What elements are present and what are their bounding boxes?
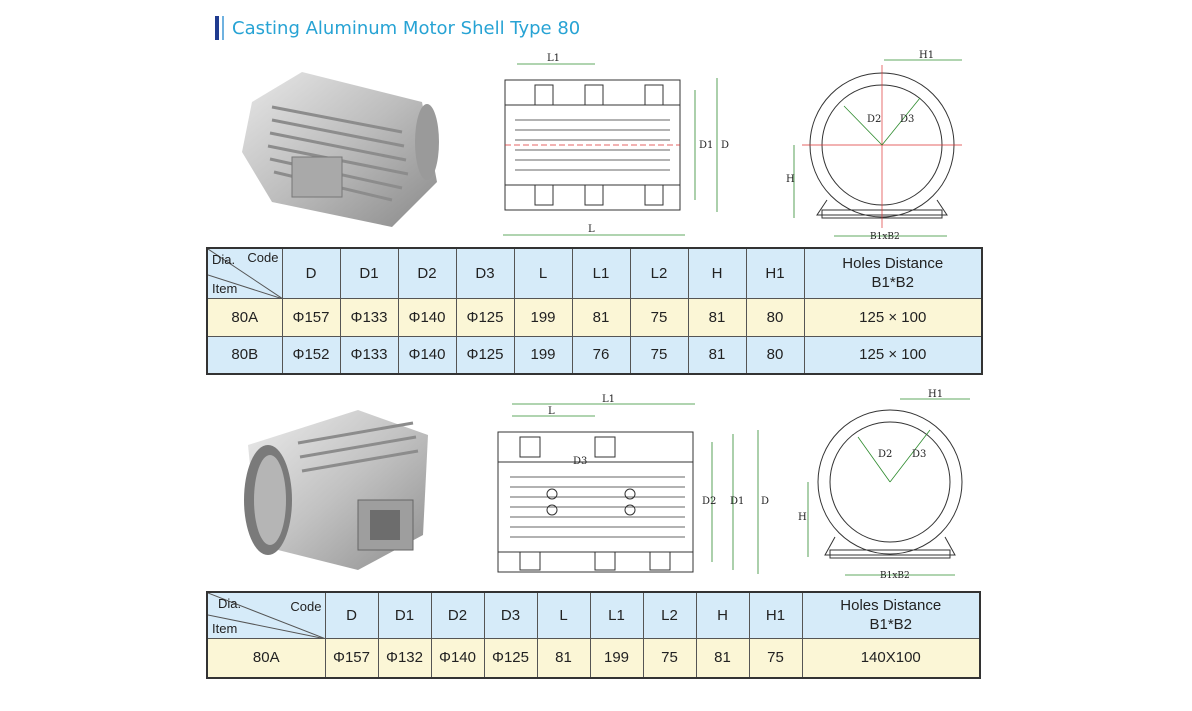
cell-h1: 80: [746, 336, 804, 374]
corner-code: Code: [247, 250, 279, 265]
cell-d1: Φ133: [340, 336, 398, 374]
row-item: 80B: [207, 336, 282, 374]
header-l2: L2: [630, 248, 688, 298]
header-h: H: [696, 592, 749, 638]
cell-d3: Φ125: [484, 638, 537, 678]
side-view-drawing-2: [490, 392, 780, 582]
dim-label-d1: D1: [699, 140, 714, 151]
motor-shell-photo-2: [238, 405, 438, 575]
header-l: L: [514, 248, 572, 298]
cell-holes: 140X100: [802, 638, 980, 678]
holes-header-line1: Holes Distance: [840, 597, 942, 615]
corner-code: Code: [290, 599, 322, 614]
holes-header-line2: B1*B2: [871, 274, 915, 292]
front-view-drawing-2: [790, 385, 990, 585]
dim-label-d: D: [721, 140, 730, 151]
corner-dia: Dia.: [212, 252, 236, 267]
title-marker: [215, 16, 219, 40]
cell-l: 81: [537, 638, 590, 678]
dim-label-l: L: [588, 224, 595, 235]
table-row: [207, 298, 982, 336]
corner-cell: [207, 248, 282, 298]
header-d3: D3: [456, 248, 514, 298]
row-item: 80A: [207, 638, 325, 678]
title-text: Casting Aluminum Motor Shell Type 80: [232, 17, 581, 39]
header-l2: L2: [643, 592, 696, 638]
header-l: L: [537, 592, 590, 638]
side-view-drawing-1: [495, 50, 735, 240]
dim-label-l1: L1: [547, 53, 561, 64]
table-header-row: [207, 592, 980, 638]
dim-label-b1xb2: B1xB2: [880, 571, 910, 581]
cell-d1: Φ132: [378, 638, 431, 678]
header-d: D: [325, 592, 378, 638]
cell-d3: Φ125: [456, 336, 514, 374]
corner-dia: Dia.: [218, 596, 242, 611]
dim-label-d2: D2: [878, 449, 893, 460]
header-d2: D2: [398, 248, 456, 298]
cell-holes: 125 × 100: [804, 298, 982, 336]
cell-l2: 75: [643, 638, 696, 678]
cell-d2: Φ140: [398, 336, 456, 374]
cell-h: 81: [688, 336, 746, 374]
header-d3: D3: [484, 592, 537, 638]
motor-shell-photo-1: [232, 62, 452, 237]
dim-label-d3: D3: [912, 449, 927, 460]
dim-label-d3: D3: [900, 114, 915, 125]
spec-table-1: [206, 247, 983, 375]
cell-d2: Φ140: [431, 638, 484, 678]
dim-label-b1xb2: B1xB2: [870, 232, 900, 242]
front-view-drawing-1: [782, 50, 982, 245]
table-row: [207, 336, 982, 374]
page-title: [215, 16, 580, 40]
dim-label-h1: H1: [919, 50, 935, 61]
cell-d3: Φ125: [456, 298, 514, 336]
dim-label-l1: L1: [602, 394, 616, 405]
header-holes-distance: [802, 592, 980, 638]
header-d1: D1: [340, 248, 398, 298]
dim-label-h: H: [798, 512, 807, 523]
dim-label-l: L: [548, 406, 555, 417]
corner-item: Item: [212, 620, 238, 636]
corner-cell: [207, 592, 325, 638]
cell-holes: 125 × 100: [804, 336, 982, 374]
header-d1: D1: [378, 592, 431, 638]
holes-header-line2: B1*B2: [869, 616, 913, 634]
cell-h1: 80: [746, 298, 804, 336]
dim-label-d2: D2: [702, 496, 717, 507]
dim-label-d: D: [761, 496, 770, 507]
corner-item: Item: [212, 280, 238, 296]
title-marker-accent: [222, 16, 224, 40]
cell-d1: Φ133: [340, 298, 398, 336]
cell-l: 199: [514, 298, 572, 336]
cell-d: Φ152: [282, 336, 340, 374]
header-l1: L1: [572, 248, 630, 298]
header-l1: L1: [590, 592, 643, 638]
cell-d: Φ157: [325, 638, 378, 678]
cell-d2: Φ140: [398, 298, 456, 336]
table-row: [207, 638, 980, 678]
cell-h1: 75: [749, 638, 802, 678]
row-item: 80A: [207, 298, 282, 336]
cell-l2: 75: [630, 298, 688, 336]
header-h: H: [688, 248, 746, 298]
spec-table-2: [206, 591, 981, 679]
header-d: D: [282, 248, 340, 298]
cell-l: 199: [514, 336, 572, 374]
cell-d: Φ157: [282, 298, 340, 336]
cell-l1: 81: [572, 298, 630, 336]
dim-label-d3: D3: [573, 456, 588, 467]
header-h1: H1: [749, 592, 802, 638]
cell-l1: 199: [590, 638, 643, 678]
cell-h: 81: [688, 298, 746, 336]
table-header-row: [207, 248, 982, 298]
dim-label-d2: D2: [867, 114, 882, 125]
holes-header-line1: Holes Distance: [842, 255, 944, 273]
dim-label-h1: H1: [928, 389, 944, 400]
header-d2: D2: [431, 592, 484, 638]
cell-l2: 75: [630, 336, 688, 374]
header-h1: H1: [746, 248, 804, 298]
header-holes-distance: [804, 248, 982, 298]
cell-l1: 76: [572, 336, 630, 374]
dim-label-h: H: [786, 174, 795, 185]
dim-label-d1: D1: [730, 496, 745, 507]
cell-h: 81: [696, 638, 749, 678]
